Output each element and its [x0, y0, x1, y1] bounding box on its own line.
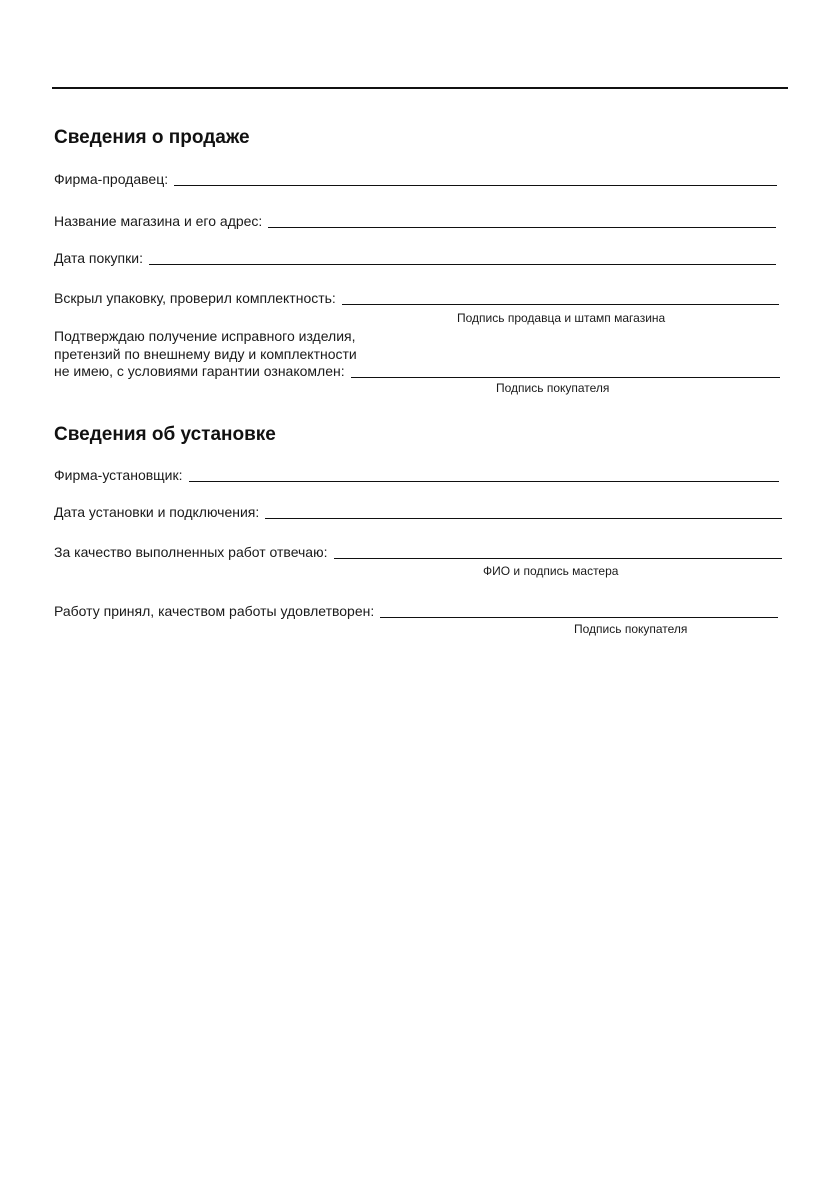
- confirm-field[interactable]: [54, 363, 780, 380]
- confirm-text-line-1: Подтверждаю получение исправного изделия,: [54, 328, 356, 344]
- accepted-field[interactable]: [54, 603, 778, 620]
- top-divider: [52, 87, 788, 89]
- store-line[interactable]: [268, 227, 776, 228]
- purchase-date-line[interactable]: [149, 264, 776, 265]
- install-date-line[interactable]: [265, 518, 782, 519]
- installer-label: Фирма-установщик:: [54, 467, 183, 483]
- confirm-text-line-2: претензий по внешнему виду и комплектности: [54, 346, 357, 362]
- opened-label: Вскрыл упаковку, проверил комплектность:: [54, 290, 336, 306]
- quality-line[interactable]: [334, 558, 783, 559]
- install-section-title: Сведения об установке: [54, 424, 276, 445]
- confirm-text-line-3: не имею, с условиями гарантии ознакомлен:: [54, 363, 345, 379]
- master-signature-caption: ФИО и подпись мастера: [483, 564, 619, 578]
- buyer-signature-caption: Подпись покупателя: [496, 381, 610, 395]
- seller-label: Фирма-продавец:: [54, 171, 169, 187]
- installer-line[interactable]: [189, 481, 779, 482]
- seller-field[interactable]: [54, 171, 777, 188]
- install-date-label: Дата установки и подключения:: [54, 504, 260, 520]
- install-date-field[interactable]: [54, 504, 782, 521]
- quality-field[interactable]: [54, 544, 782, 561]
- confirm-line[interactable]: [351, 377, 780, 378]
- seller-signature-caption: Подпись продавца и штамп магазина: [457, 311, 666, 325]
- sale-section-title: Сведения о продаже: [54, 127, 250, 148]
- accepted-line[interactable]: [380, 617, 778, 618]
- seller-line[interactable]: [174, 185, 777, 186]
- quality-label: За качество выполненных работ отвечаю:: [54, 544, 328, 560]
- installer-field[interactable]: [54, 467, 779, 484]
- store-label: Название магазина и его адрес:: [54, 213, 263, 229]
- opened-line[interactable]: [342, 304, 779, 305]
- buyer-acceptance-caption: Подпись покупателя: [574, 622, 688, 636]
- accepted-label: Работу принял, качеством работы удовлетворен:: [54, 603, 375, 619]
- opened-field[interactable]: [54, 290, 779, 307]
- store-field[interactable]: [54, 213, 776, 230]
- purchase-date-label: Дата покупки:: [54, 250, 143, 266]
- purchase-date-field[interactable]: [54, 250, 776, 267]
